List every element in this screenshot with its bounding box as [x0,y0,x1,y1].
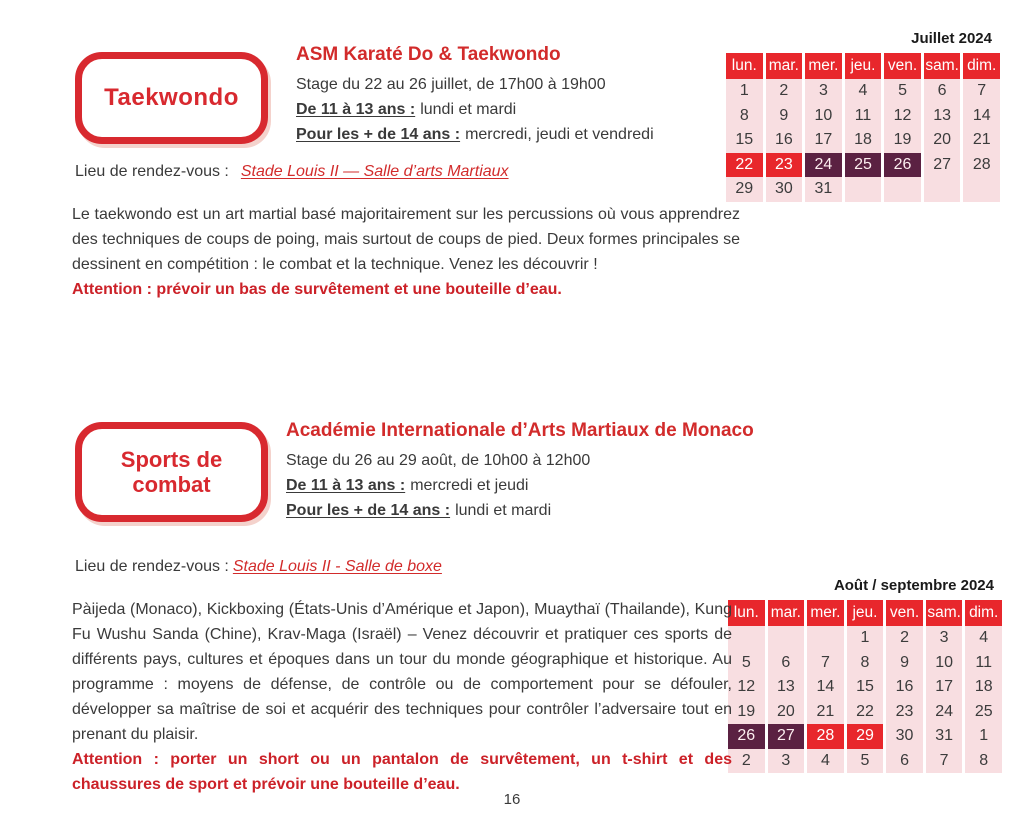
calendar-day-highlighted: 28 [807,724,844,749]
calendar-day: 15 [847,675,884,700]
calendar-day-header: lun. [726,53,763,79]
program-schedule: Stage du 26 au 29 août, de 10h00 à 12h00 [286,452,591,469]
category-badge-sports-de-combat [75,422,268,522]
calendar-day: 19 [728,700,765,725]
calendar-day: 2 [766,79,803,104]
calendar-day: 24 [926,700,963,725]
calendar-day [845,177,882,202]
age-group-row [286,498,758,523]
calendar-day-header: ven. [886,600,923,626]
calendar-day-highlighted: 23 [766,153,803,178]
age-group-days: mercredi, jeudi et vendredi [465,126,654,143]
calendar-day: 13 [924,104,961,129]
meeting-point-label: Lieu de rendez-vous : [75,558,229,575]
calendar-day: 3 [768,749,805,774]
calendar-day-header: ven. [884,53,921,79]
calendar-day: 15 [726,128,763,153]
calendar-day: 17 [926,675,963,700]
calendar-day: 25 [965,700,1002,725]
calendar-day-highlighted: 26 [728,724,765,749]
calendar-day: 11 [965,651,1002,676]
program-description-block [72,202,740,302]
attention-note: Attention : porter un short ou un pantalon de survêtement, un t-shirt et des chaussures de sport et prévoir une bouteille d’eau. [72,751,732,793]
age-group-row [286,473,758,498]
calendar-day: 5 [884,79,921,104]
calendar-day-header: mar. [766,53,803,79]
calendar-day: 8 [726,104,763,129]
calendar-day: 3 [805,79,842,104]
calendar-day-header: dim. [965,600,1002,626]
calendar-day: 14 [963,104,1000,129]
calendar-day-header: mer. [805,53,842,79]
calendar-day: 21 [807,700,844,725]
calendar-grid [728,600,1002,773]
calendar-july-2024 [726,30,1000,202]
calendar-day: 30 [886,724,923,749]
calendar-day [768,626,805,651]
calendar-title: Juillet 2024 [911,30,992,47]
calendar-day [884,177,921,202]
program-title: ASM Karaté Do & Taekwondo [296,44,561,65]
calendar-day-highlighted: 27 [768,724,805,749]
calendar-day: 7 [807,651,844,676]
calendar-day: 4 [807,749,844,774]
calendar-day-header: mer. [807,600,844,626]
calendar-day: 20 [768,700,805,725]
program-description: Le taekwondo est un art martial basé majoritairement sur les percussions où vous apprendrez des techniques de coups de poing, mais surtout de coups de pied. Deux formes principales se dessinent en compétition : le combat et la technique. Venez les découvrir ! [72,206,740,273]
calendar-day-highlighted: 22 [726,153,763,178]
calendar-day-header: jeu. [847,600,884,626]
calendar-day-highlighted: 26 [884,153,921,178]
calendar-day: 28 [963,153,1000,178]
calendar-day [924,177,961,202]
calendar-day: 6 [768,651,805,676]
calendar-day [807,626,844,651]
calendar-day: 8 [965,749,1002,774]
program-info-sports-de-combat [286,418,758,523]
calendar-day: 10 [805,104,842,129]
calendar-day: 17 [805,128,842,153]
calendar-day: 1 [965,724,1002,749]
calendar-day [963,177,1000,202]
category-badge-taekwondo [75,52,268,144]
calendar-day: 11 [845,104,882,129]
calendar-title: Août / septembre 2024 [833,577,994,594]
age-group-days: mercredi et jeudi [410,477,529,494]
program-schedule: Stage du 22 au 26 juillet, de 17h00 à 19h00 [296,76,606,93]
category-badge-label: Taekwondo [104,84,239,111]
calendar-day: 7 [926,749,963,774]
calendar-day: 6 [886,749,923,774]
calendar-august-september-2024 [728,577,1002,773]
calendar-day: 16 [886,675,923,700]
calendar-day: 29 [726,177,763,202]
calendar-day: 12 [728,675,765,700]
calendar-day: 6 [924,79,961,104]
calendar-day: 9 [886,651,923,676]
calendar-day-header: sam. [924,53,961,79]
calendar-day: 27 [924,153,961,178]
calendar-day: 2 [886,626,923,651]
calendar-day: 5 [847,749,884,774]
calendar-day: 16 [766,128,803,153]
calendar-day: 5 [728,651,765,676]
age-group-row [296,97,748,122]
calendar-day: 19 [884,128,921,153]
calendar-day: 8 [847,651,884,676]
calendar-day: 22 [847,700,884,725]
calendar-day: 31 [805,177,842,202]
age-group-label: De 11 à 13 ans : [296,101,416,118]
calendar-day-highlighted: 25 [845,153,882,178]
calendar-day: 20 [924,128,961,153]
age-group-label: Pour les + de 14 ans : [286,502,451,519]
calendar-day: 9 [766,104,803,129]
calendar-day: 13 [768,675,805,700]
program-info-taekwondo [296,42,748,147]
meeting-point-line [75,556,442,577]
calendar-day [728,626,765,651]
calendar-day: 10 [926,651,963,676]
age-group-label: De 11 à 13 ans : [286,477,406,494]
calendar-day: 7 [963,79,1000,104]
meeting-point-link[interactable]: Stade Louis II - Salle de boxe [232,558,442,575]
calendar-day: 30 [766,177,803,202]
meeting-point-link[interactable]: Stade Louis II — Salle d’arts Martiaux [240,163,509,180]
calendar-day: 12 [884,104,921,129]
calendar-day-header: sam. [926,600,963,626]
age-group-days: lundi et mardi [420,101,517,118]
calendar-day: 3 [926,626,963,651]
age-group-days: lundi et mardi [455,502,552,519]
calendar-day: 1 [847,626,884,651]
age-group-row [296,122,748,147]
category-badge-label: Sports de combat [120,447,223,497]
calendar-day-highlighted: 29 [847,724,884,749]
program-title: Académie Internationale d’Arts Martiaux de Monaco [286,420,754,441]
calendar-day-highlighted: 24 [805,153,842,178]
meeting-point-label: Lieu de rendez-vous : [75,163,229,180]
calendar-day: 21 [963,128,1000,153]
calendar-day: 2 [728,749,765,774]
attention-note: Attention : prévoir un bas de survêtement et une bouteille d’eau. [72,281,562,298]
calendar-day: 31 [926,724,963,749]
calendar-day-header: mar. [768,600,805,626]
calendar-day: 14 [807,675,844,700]
page-number: 16 [503,791,521,808]
calendar-grid [726,53,1000,202]
calendar-day-header: jeu. [845,53,882,79]
calendar-day: 23 [886,700,923,725]
calendar-day-header: dim. [963,53,1000,79]
calendar-day: 4 [965,626,1002,651]
calendar-day: 4 [845,79,882,104]
calendar-day-header: lun. [728,600,765,626]
program-description-block [72,597,732,797]
age-group-label: Pour les + de 14 ans : [296,126,461,143]
program-description: Pàijeda (Monaco), Kickboxing (États-Unis d’Amérique et Japon), Muaythaï (Thailande), Kung Fu Wushu Sanda (Chine), Krav-Maga (Israël) – Venez découvrir et pratiquer ces sports de différents pays, cultures et époques dans un tour du monde géographique et historique. Au programme : moyens de défense, de contrôle ou de comportement pour se défouler, développer sa maîtrise de soi et acquérir des techniques pour contrôler l’adversaire tout en prenant du plaisir. [72,601,732,743]
calendar-day: 18 [965,675,1002,700]
meeting-point-line [75,161,509,182]
calendar-day: 1 [726,79,763,104]
calendar-day: 18 [845,128,882,153]
